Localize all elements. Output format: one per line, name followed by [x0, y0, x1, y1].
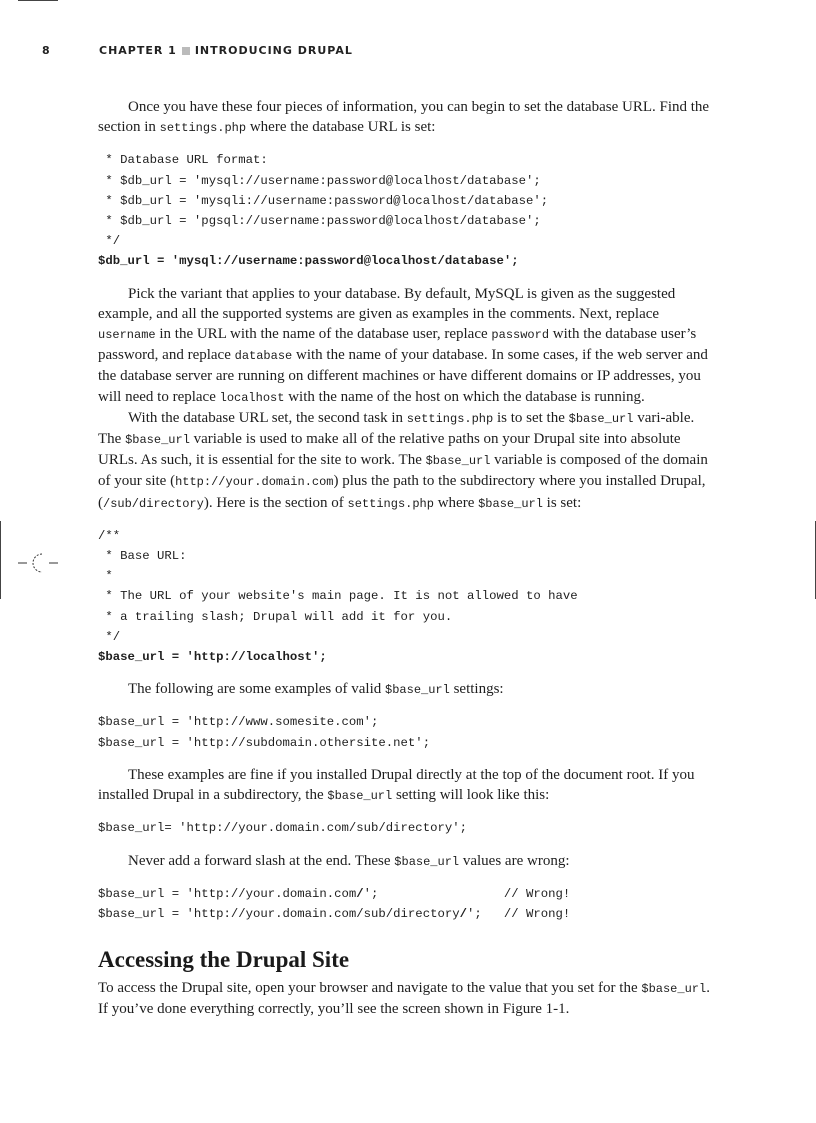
- paragraph: These examples are fine if you installed Drupal directly at the top of the document root. If you installed Drupal in a subdirectory, the $base_url setting will look like this:: [98, 766, 695, 804]
- code-line: *: [98, 569, 113, 584]
- paragraph: The following are some examples of valid $base_url settings:: [128, 681, 504, 698]
- registration-mark-icon: [18, 550, 62, 576]
- code-block: [98, 818, 718, 838]
- code-block: [98, 526, 718, 667]
- code-line: * $db_url = 'mysql://username:password@localhost/database';: [98, 173, 541, 188]
- section-heading: Accessing the Drupal Site: [98, 947, 350, 973]
- paragraph: Never add a forward slash at the end. These $base_url values are wrong:: [128, 852, 570, 869]
- code-line: * $db_url = 'pgsql://username:password@localhost/database';: [98, 214, 541, 229]
- paragraph: Pick the variant that applies to your database. By default, MySQL is given as the suggested example, and all the supported systems are given as examples in the comments. Next, replace username in the URL with the name of the database user, replace password with the database user’s password, and replace database with the name of your database. In some cases, if the web server and the database server are running on different machines or have different domains or IP addresses, you will need to replace localhost with the name of the host on which the database is running.: [98, 285, 708, 405]
- paragraph: With the database URL set, the second task in settings.php is to set the $base_url vari-able. The $base_url variable is used to make all of the relative paths on your Drupal site into absolute URLs. As such, it is essential for the site to work. The $base_url variable is composed of the domain of your site (http://your.domain.com) plus the path to the subdirectory where you installed Drupal, (/sub/directory). Here is the section of settings.php where $base_url is set:: [98, 409, 708, 511]
- running-header: [0, 44, 816, 60]
- code-line: * The URL of your website's main page. It is not allowed to have: [98, 589, 578, 604]
- crop-mark-top: [18, 0, 58, 1]
- code-line: $db_url = 'mysql://username:password@localhost/database';: [98, 254, 519, 269]
- code-line: * a trailing slash; Drupal will add it for you.: [98, 609, 453, 624]
- code-block: [98, 884, 718, 924]
- page-number: 8: [42, 44, 51, 57]
- code-line: */: [98, 629, 121, 644]
- paragraph: Once you have these four pieces of information, you can begin to set the database URL. Find the section in settings.php where the database URL is set:: [98, 99, 710, 136]
- code-line: * Base URL:: [98, 549, 187, 564]
- code-line: /**: [98, 528, 121, 543]
- crop-mark-left: [0, 521, 1, 599]
- chapter-title: INTRODUCING DRUPAL: [194, 44, 353, 57]
- code-block: [98, 712, 718, 752]
- code-line: */: [98, 234, 121, 249]
- code-line: $base_url = 'http://your.domain.com/'; // Wrong!: [98, 886, 571, 901]
- code-block: [98, 150, 718, 271]
- code-line: * Database URL format:: [98, 153, 268, 168]
- page-body: [98, 97, 718, 1020]
- code-line: $base_url= 'http://your.domain.com/sub/directory';: [98, 821, 467, 836]
- code-line: $base_url = 'http://www.somesite.com';: [98, 715, 379, 730]
- code-line: $base_url = 'http://subdomain.othersite.net';: [98, 735, 431, 750]
- square-bullet-icon: [182, 47, 190, 55]
- code-line: $base_url = 'http://localhost';: [98, 650, 327, 665]
- chapter-label: CHAPTER 1: [99, 44, 177, 57]
- code-line: $base_url = 'http://your.domain.com/sub/directory/'; // Wrong!: [98, 906, 571, 921]
- paragraph: To access the Drupal site, open your browser and navigate to the value that you set for the $base_url. If you’ve done everything correctly, you’ll see the screen shown in Figure 1-1.: [98, 980, 710, 1018]
- code-line: * $db_url = 'mysqli://username:password@localhost/database';: [98, 193, 549, 208]
- chapter-heading: [99, 44, 353, 57]
